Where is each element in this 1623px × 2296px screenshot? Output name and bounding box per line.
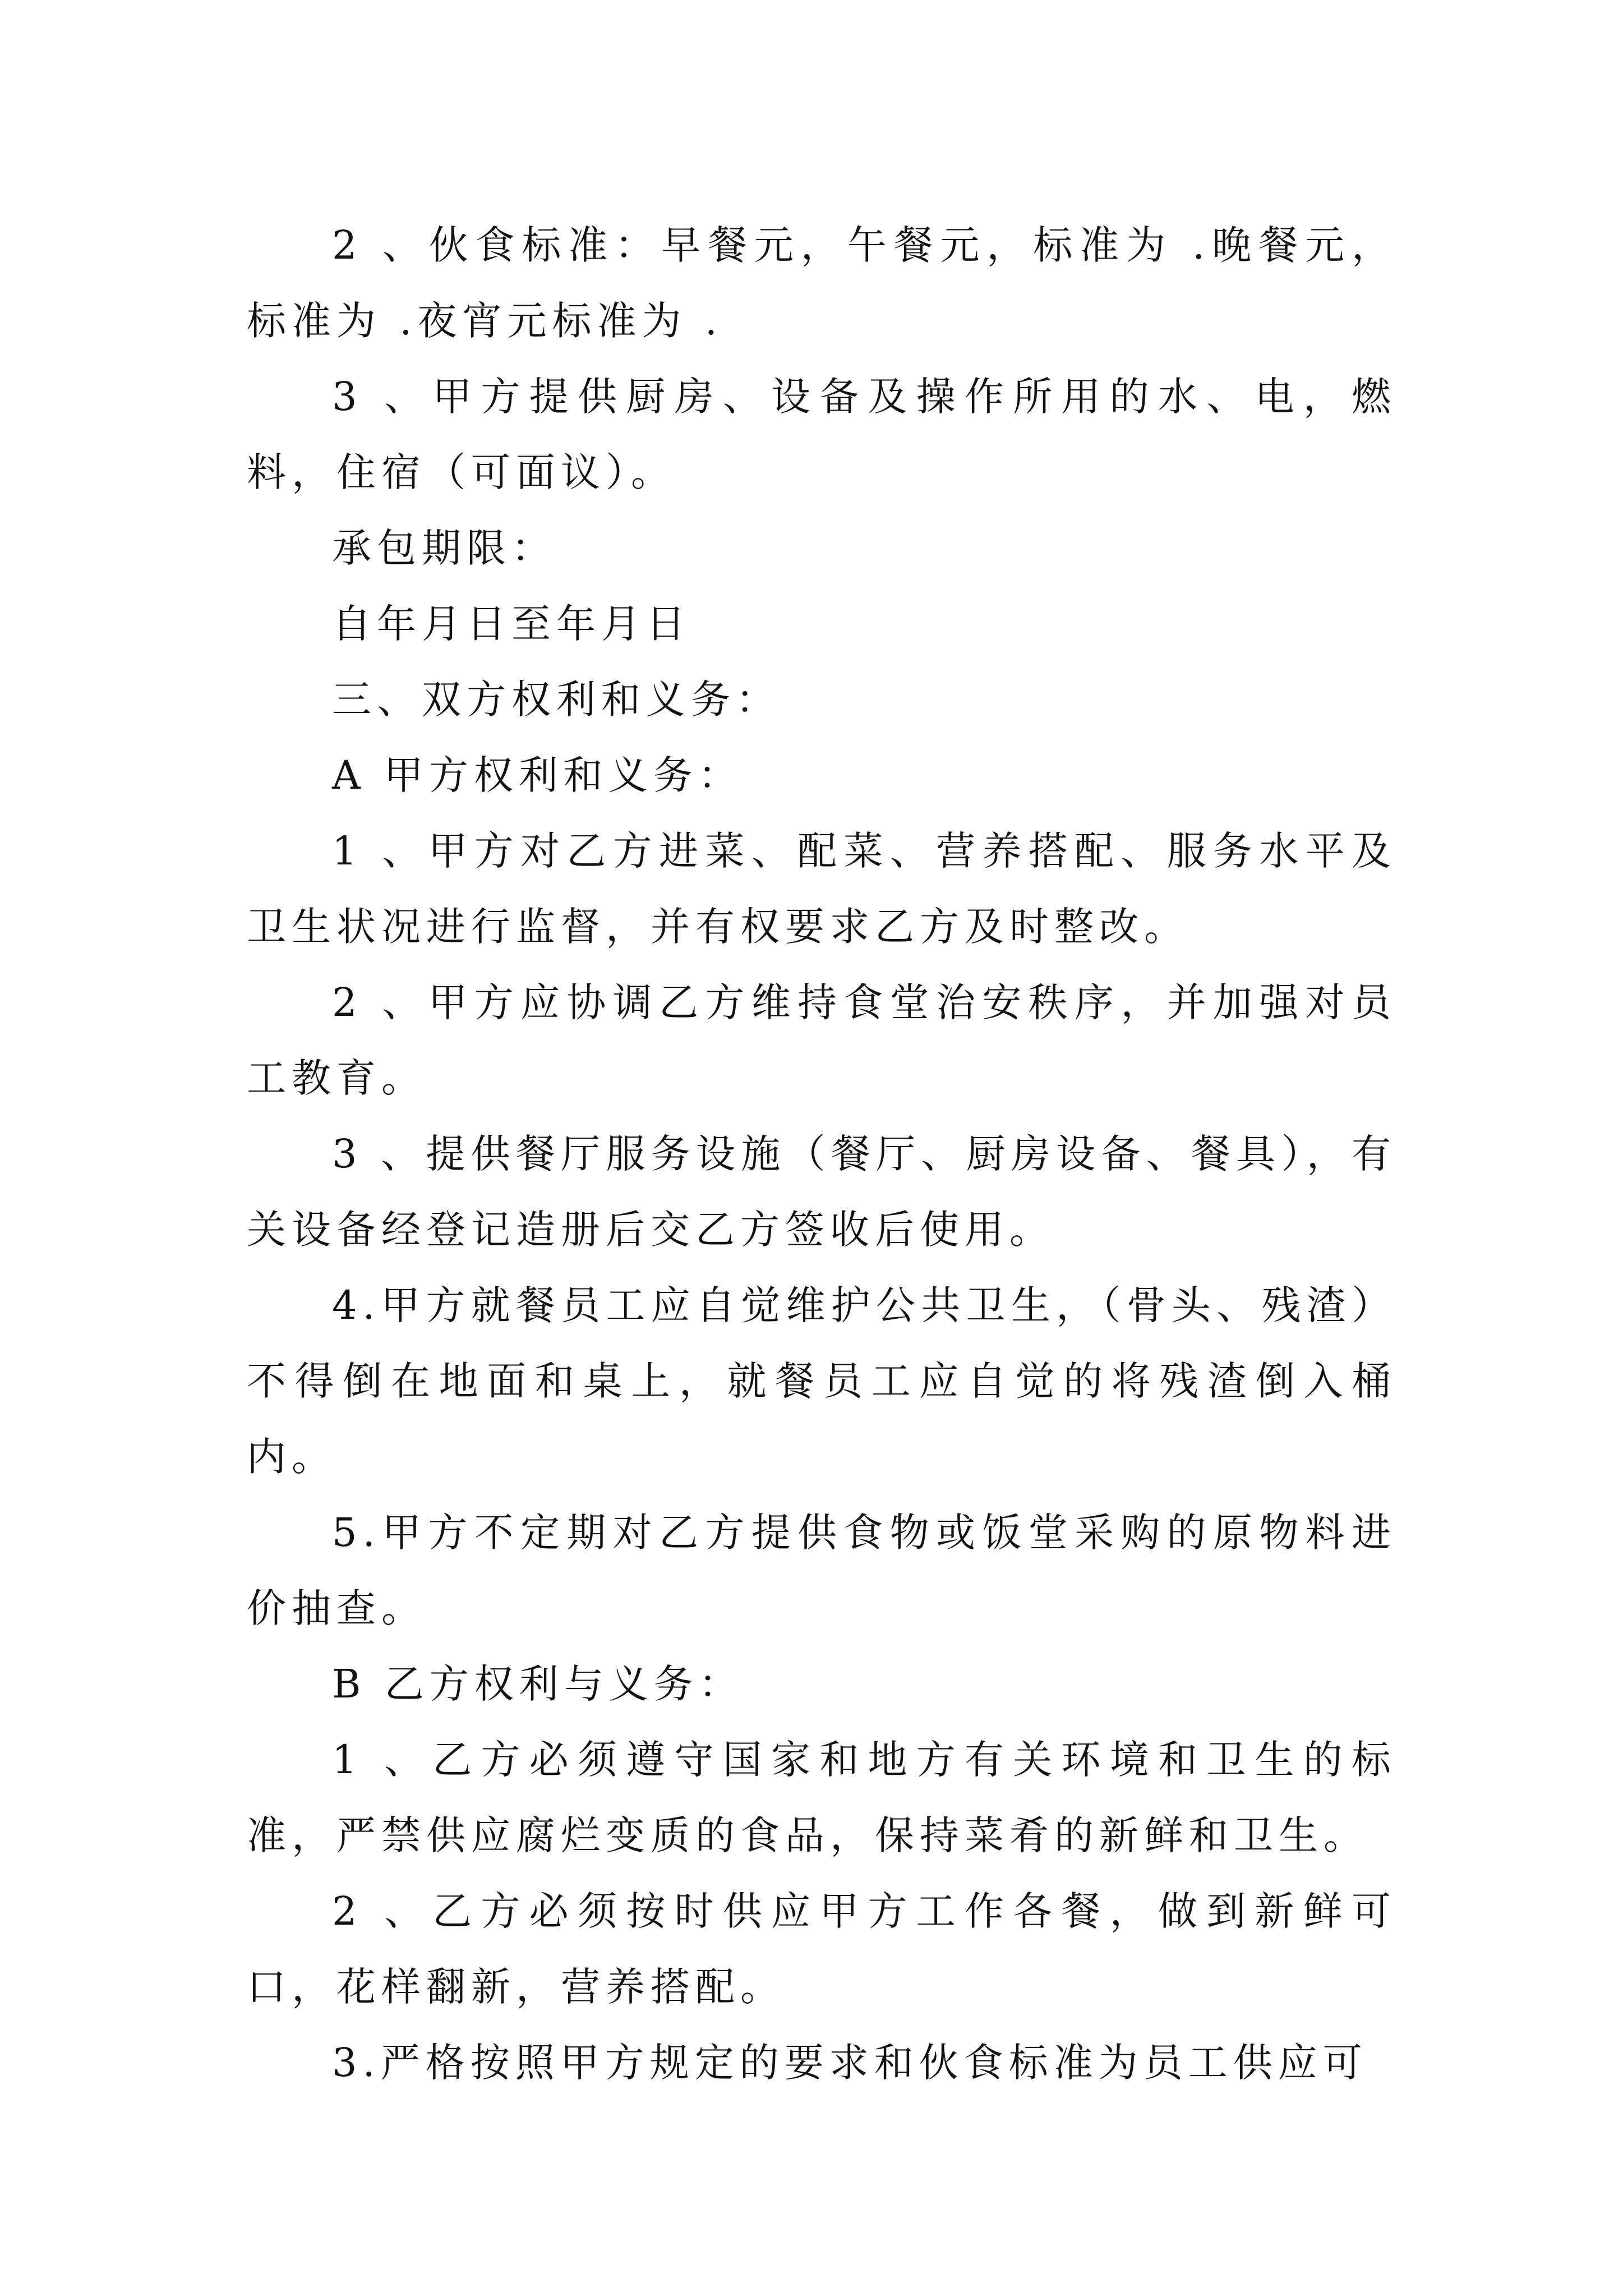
paragraph-party-b-item-3: 3.严格按照甲方规定的要求和伙食标准为员工供应可 <box>332 2040 1368 2086</box>
paragraph-party-a-item-4: 4.甲方就餐员工应自觉维护公共卫生，（骨头、残渣）不得倒在地面和桌上，就餐员工应自觉的将残渣倒入桶内。 <box>247 1282 1396 1480</box>
subsection-heading-party-a: A 甲方权利和义务： <box>332 752 743 798</box>
section-heading-rights-obligations: 三、双方权利和义务： <box>332 677 781 723</box>
paragraph-party-a-item-1: 1 、甲方对乙方进菜、配菜、营养搭配、服务水平及卫生状况进行监督，并有权要求乙方及时整改。 <box>247 828 1396 950</box>
paragraph-party-b-item-2: 2 、乙方必须按时供应甲方工作各餐，做到新鲜可口，花样翻新，营养搭配。 <box>247 1888 1396 2010</box>
paragraph-meal-standard: 2 、伙食标准：早餐元，午餐元，标准为 .晚餐元，标准为 .夜宵元标准为 . <box>247 222 1396 344</box>
paragraph-party-a-item-2: 2 、甲方应协调乙方维持食堂治安秩序，并加强对员工教育。 <box>247 979 1396 1101</box>
paragraph-contract-term-dates: 自年月日至年月日 <box>332 601 691 647</box>
subsection-heading-party-b: B 乙方权利与义务： <box>332 1661 744 1707</box>
paragraph-party-a-item-3: 3 、提供餐厅服务设施（餐厅、厨房设备、餐具），有关设备经登记造册后交乙方签收后使用。 <box>247 1131 1396 1253</box>
paragraph-contract-term-heading: 承包期限： <box>332 525 556 571</box>
document-body <box>247 208 1396 2101</box>
paragraph-party-a-item-5: 5.甲方不定期对乙方提供食物或饭堂采购的原物料进价抽查。 <box>247 1510 1396 1631</box>
paragraph-kitchen-provision: 3 、甲方提供厨房、设备及操作所用的水、电，燃料，住宿（可面议）。 <box>247 374 1396 495</box>
paragraph-party-b-item-1: 1 、乙方必须遵守国家和地方有关环境和卫生的标准，严禁供应腐烂变质的食品，保持菜肴的新鲜和卫生。 <box>247 1737 1396 1858</box>
